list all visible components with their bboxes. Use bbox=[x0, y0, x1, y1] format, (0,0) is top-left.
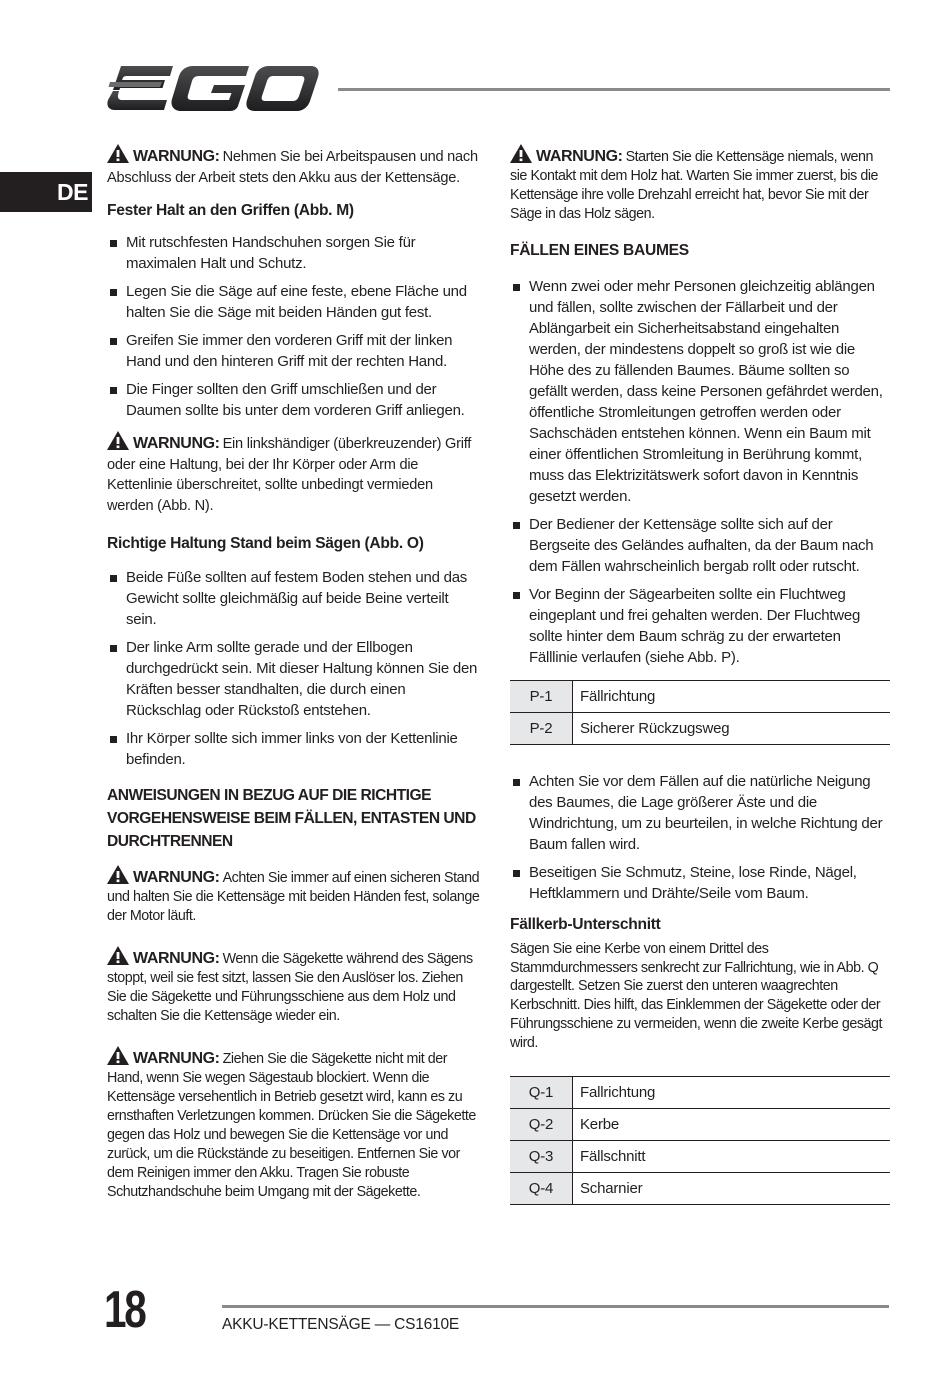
language-tab bbox=[0, 172, 92, 212]
list-item: Beide Füße sollten auf festem Boden stehen und das Gewicht sollte gleichmäßig auf beide Beine verteilt sein. bbox=[107, 567, 480, 630]
left-column bbox=[107, 144, 480, 1214]
table-row bbox=[510, 1077, 890, 1109]
legend-table-p bbox=[510, 680, 890, 745]
table-row bbox=[510, 681, 890, 713]
warning-text: Starten Sie die Kettensäge niemals, wenn sie Kontakt mit dem Holz hat. Warten Sie immer zuerst, bis die Kettensäge ihre volle Drehzahl erreicht hat, bevor Sie mit der Säge in das Holz sägen. bbox=[510, 149, 879, 222]
warning-icon bbox=[107, 144, 129, 163]
warning-block bbox=[107, 431, 480, 516]
list-item: Legen Sie die Säge auf eine feste, ebene Fläche und halten Sie die Säge mit beiden Händen gut fest. bbox=[107, 281, 480, 323]
table-cell-value: Scharnier bbox=[573, 1173, 891, 1205]
stance-heading: Richtige Haltung Stand beim Sägen (Abb. O) bbox=[107, 534, 424, 552]
warning-icon bbox=[510, 144, 532, 163]
warning-label: WARNUNG: bbox=[536, 148, 623, 165]
table-cell-key: P-2 bbox=[510, 713, 573, 745]
notch-heading: Fällkerb-Unterschnitt bbox=[510, 916, 661, 933]
table-cell-value: Fällrichtung bbox=[573, 681, 891, 713]
table-cell-key: Q-4 bbox=[510, 1173, 573, 1205]
felling-heading: FÄLLEN EINES BAUMES bbox=[510, 242, 689, 259]
warning-block bbox=[510, 144, 890, 224]
warning-icon bbox=[107, 865, 129, 884]
stance-list bbox=[107, 567, 480, 770]
table-row bbox=[510, 1109, 890, 1141]
warning-text: Ein linkshändiger (überkreuzender) Griff oder eine Haltung, bei der Ihr Körper oder Arm die Kettenlinie überschreitet, sollte unbedingt vermieden werden (Abb. N). bbox=[107, 436, 472, 514]
footer-product: AKKU-KETTENSÄGE — CS1610E bbox=[222, 1316, 460, 1333]
table-cell-key: Q-2 bbox=[510, 1109, 573, 1141]
page-number: 18 bbox=[104, 1281, 145, 1339]
warning-icon bbox=[107, 431, 129, 450]
list-item: Der Bediener der Kettensäge sollte sich auf der Bergseite des Geländes aufhalten, da der Baum nach dem Fällen wahrscheinlich bergab rollt oder rutscht. bbox=[510, 514, 890, 577]
warning-text: Achten Sie immer auf einen sicheren Stand und halten Sie die Kettensäge mit beiden Händen fest, solange der Motor läuft. bbox=[107, 869, 480, 924]
warning-text: Ziehen Sie die Sägekette nicht mit der Hand, wenn Sie wegen Sägestaub blockiert. Wenn die Kettensäge versehentlich in Betrieb gesetzt wird, kann es zu ernsthaften Verletzungen kommen. Drücken Sie die Sägekette gegen das Holz und bewegen Sie die Kettensäge vor und zurück, um die Rückstände zu beseitigen. Entfernen Sie vor dem Reinigen immer den Akku. Tragen Sie robuste Schutzhandschuhe beim Umgang mit der Sägekette. bbox=[107, 1050, 476, 1200]
warning-text: Wenn die Sägekette während des Sägens stoppt, weil sie fest sitzt, lassen Sie den Auslöser los. Ziehen Sie die Sägekette und Führungsschiene aus dem Holz und schalten Sie die Kettensäge wieder ein. bbox=[107, 950, 473, 1024]
table-cell-key: Q-1 bbox=[510, 1077, 573, 1109]
table-cell-value: Fallrichtung bbox=[573, 1077, 891, 1109]
warning-icon bbox=[107, 1046, 129, 1065]
felling-list bbox=[510, 276, 890, 668]
list-item: Wenn zwei oder mehr Personen gleichzeitig ablängen und fällen, sollte zwischen der Fällarbeit und der Ablängarbeit ein Sicherheitsabstand eingehalten werden, der mindestens doppelt so groß ist wie die Höhe des zu fällenden Baumes. Bäume sollten so gefällt werden, dass keine Personen gefährdet werden, öffentliche Stromleitungen getroffen werden oder Sachschäden entstehen können. Wenn ein Baum mit einer öffentlichen Stromleitung in Berührung kommt, muss das Elektrizitätswerk sofort davon in Kenntnis gesetzt werden. bbox=[510, 276, 890, 507]
language-label: DE bbox=[57, 178, 88, 205]
list-item: Achten Sie vor dem Fällen auf die natürliche Neigung des Baumes, die Lage größerer Äste und die Windrichtung, um zu beurteilen, in welche Richtung der Baum fallen wird. bbox=[510, 771, 890, 855]
list-item: Der linke Arm sollte gerade und der Ellbogen durchgedrückt sein. Mit dieser Haltung können Sie den Kräften besser standhalten, die durch einen Rückschlag oder Rückstoß entstehen. bbox=[107, 637, 480, 721]
ego-logo bbox=[107, 64, 319, 114]
notch-paragraph: Sägen Sie eine Kerbe von einem Drittel des Stammdurchmessers senkrecht zur Fallrichtung, wie in Abb. Q dargestellt. Setzen Sie zuerst den unteren waagrechten Kerbschnitt. Dies hilft, das Einklemmen der Sägekette oder der Führungsschiene zu vermeiden, wenn die zweite Kerbe gesägt wird. bbox=[510, 941, 883, 1051]
right-column bbox=[510, 144, 890, 1231]
list-item: Die Finger sollten den Griff umschließen und der Daumen sollte bis unter dem vorderen Griff anliegen. bbox=[107, 379, 480, 421]
warning-block bbox=[107, 865, 480, 926]
table-cell-key: P-1 bbox=[510, 681, 573, 713]
table-cell-value: Fällschnitt bbox=[573, 1141, 891, 1173]
table-cell-value: Sicherer Rückzugsweg bbox=[573, 713, 891, 745]
warning-label: WARNUNG: bbox=[133, 1049, 220, 1067]
warning-icon bbox=[107, 946, 129, 965]
warning-label: WARNUNG: bbox=[133, 435, 220, 453]
felling-list-2 bbox=[510, 771, 890, 904]
warning-block bbox=[107, 946, 480, 1026]
table-row bbox=[510, 1141, 890, 1173]
warning-text: Nehmen Sie bei Arbeitspausen und nach Abschluss der Arbeit stets den Akku aus der Kettensäge. bbox=[107, 149, 478, 186]
warning-block bbox=[107, 144, 480, 188]
list-item: Ihr Körper sollte sich immer links von der Kettenlinie befinden. bbox=[107, 728, 480, 770]
list-item: Mit rutschfesten Handschuhen sorgen Sie für maximalen Halt und Schutz. bbox=[107, 232, 480, 274]
warning-label: WARNUNG: bbox=[133, 868, 220, 886]
list-item: Vor Beginn der Sägearbeiten sollte ein Fluchtweg eingeplant und frei gehalten werden. Der Fluchtweg sollte hinter dem Baum schräg zu der erwarteten Fälllinie verlaufen (siehe Abb. P). bbox=[510, 584, 890, 668]
table-row bbox=[510, 713, 890, 745]
warning-label: WARNUNG: bbox=[133, 148, 220, 165]
legend-table-q bbox=[510, 1076, 890, 1205]
footer-rule bbox=[222, 1305, 889, 1308]
warning-label: WARNUNG: bbox=[133, 949, 220, 967]
table-row bbox=[510, 1173, 890, 1205]
header-rule bbox=[338, 88, 890, 91]
warning-block bbox=[107, 1046, 480, 1202]
list-item: Greifen Sie immer den vorderen Griff mit der linken Hand und den hinteren Griff mit der rechten Hand. bbox=[107, 330, 480, 372]
section-heading: ANWEISUNGEN IN BEZUG AUF DIE RICHTIGE VORGEHENSWEISE BEIM FÄLLEN, ENTASTEN UND DURCHTRENNEN bbox=[107, 786, 476, 850]
grip-heading: Fester Halt an den Griffen (Abb. M) bbox=[107, 202, 354, 220]
grip-list bbox=[107, 232, 480, 421]
table-cell-value: Kerbe bbox=[573, 1109, 891, 1141]
table-cell-key: Q-3 bbox=[510, 1141, 573, 1173]
list-item: Beseitigen Sie Schmutz, Steine, lose Rinde, Nägel, Heftklammern und Drähte/Seile vom Baum. bbox=[510, 862, 890, 904]
